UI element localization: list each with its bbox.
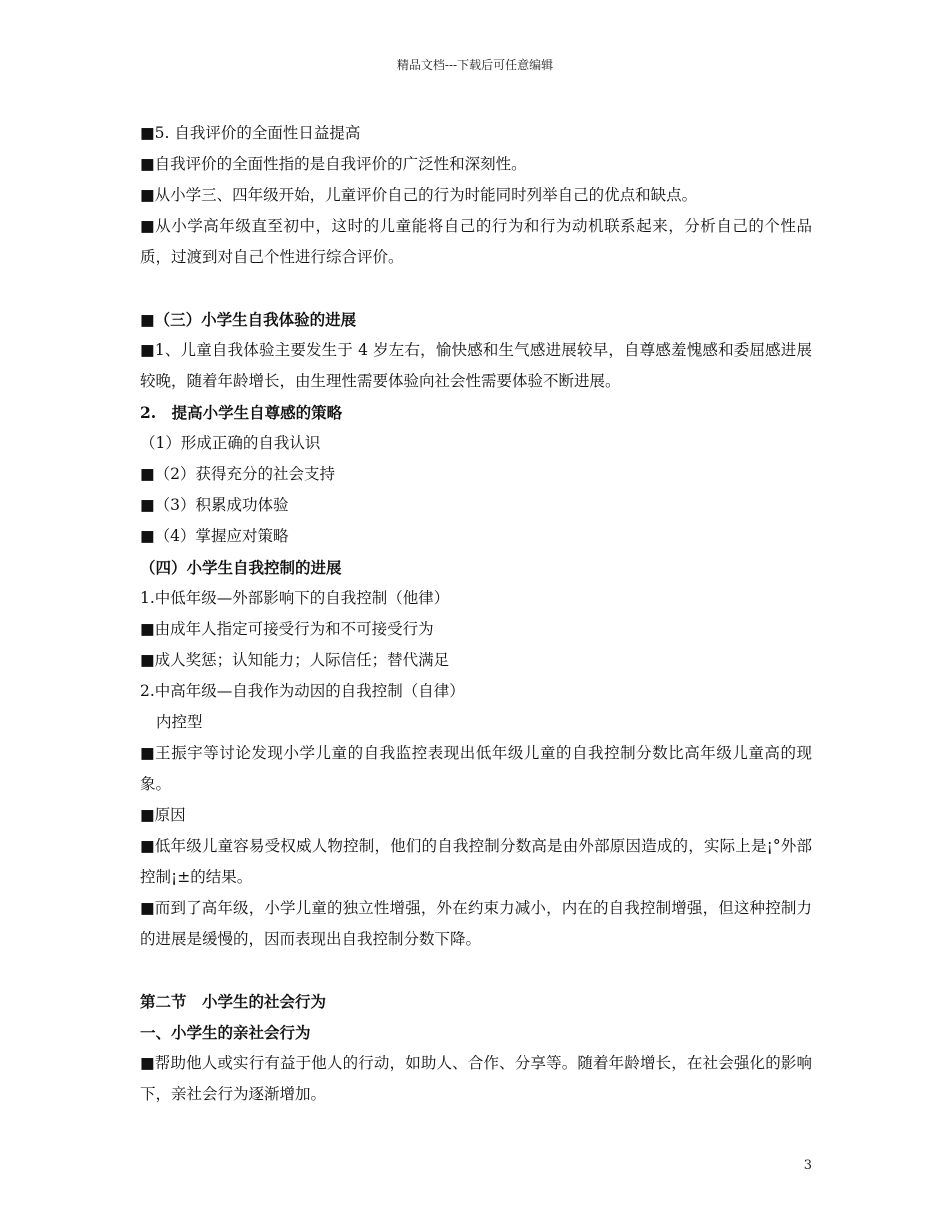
body-line-definition: ■自我评价的全面性指的是自我评价的广泛性和深刻性。 (140, 155, 527, 173)
subheading-self-esteem-strategies: 2. 提高小学生自尊感的策略 (140, 403, 343, 422)
body-line-internal-type: 内控型 (156, 713, 203, 731)
body-line-reason: ■原因 (140, 806, 186, 824)
body-paragraph-research: ■王振宇等讨论发现小学儿童的自我监控表现出低年级儿童的自我控制分数比高年级儿童高的现象。 (140, 744, 812, 793)
body-line-adult-defined: ■由成年人指定可接受行为和不可接受行为 (140, 620, 434, 638)
list-item-strategy-3: ■（3）积累成功体验 (140, 496, 289, 514)
spacer (140, 273, 812, 304)
document-body (140, 118, 812, 1110)
body-line-factors: ■成人奖惩；认知能力；人际信任；替代满足 (140, 651, 450, 669)
body-paragraph-lower-grades: ■低年级儿童容易受权威人物控制，他们的自我控制分数高是由外部原因造成的，实际上是¡°外部控制¡±的结果。 (140, 837, 812, 886)
body-line-self-evaluation-heading: ■5. 自我评价的全面性日益提高 (140, 124, 361, 142)
list-item-strategy-4: ■（4）掌握应对策略 (140, 527, 289, 545)
body-line-internal-control: 2.中高年级—自我作为动因的自我控制（自律） (140, 682, 465, 700)
section-heading-self-experience: ■（三）小学生自我体验的进展 (140, 310, 357, 329)
body-paragraph-self-experience: ■1、儿童自我体验主要发生于 4 岁左右，愉快感和生气感进展较早，自尊感羞愧感和委屈感进展较晚，随着年龄增长，由生理性需要体验向社会性需要体验不断进展。 (140, 341, 812, 390)
body-paragraph-prosocial: ■帮助他人或实行有益于他人的行动，如助人、合作、分享等。随着年龄增长，在社会强化的影响下，亲社会行为逐渐增加。 (140, 1054, 812, 1103)
section-heading-self-control: （四）小学生自我控制的进展 (140, 558, 342, 577)
subsection-heading-prosocial: 一、小学生的亲社会行为 (140, 1023, 311, 1042)
page-number: 3 (803, 1158, 812, 1173)
list-item-strategy-1: （1）形成正确的自我认识 (140, 434, 321, 452)
page-header: 精品文档---下载后可任意编辑 (396, 58, 554, 72)
body-line-grade-three-four: ■从小学三、四年级开始，儿童评价自己的行为时能同时列举自己的优点和缺点。 (140, 186, 698, 204)
list-item-strategy-2: ■（2）获得充分的社会支持 (140, 465, 336, 483)
body-paragraph-higher-grades: ■而到了高年级，小学儿童的独立性增强，外在约束力减小，内在的自我控制增强，但这种控制力的进展是缓慢的，因而表现出自我控制分数下降。 (140, 899, 812, 948)
body-paragraph-upper-grades: ■从小学高年级直至初中，这时的儿童能将自己的行为和行为动机联系起来，分析自己的个性品质，过渡到对自己个性进行综合评价。 (140, 217, 812, 266)
body-line-external-control: 1.中低年级—外部影响下的自我控制（他律） (140, 589, 450, 607)
chapter-section-heading: 第二节 小学生的社会行为 (140, 992, 327, 1011)
spacer (140, 955, 812, 986)
